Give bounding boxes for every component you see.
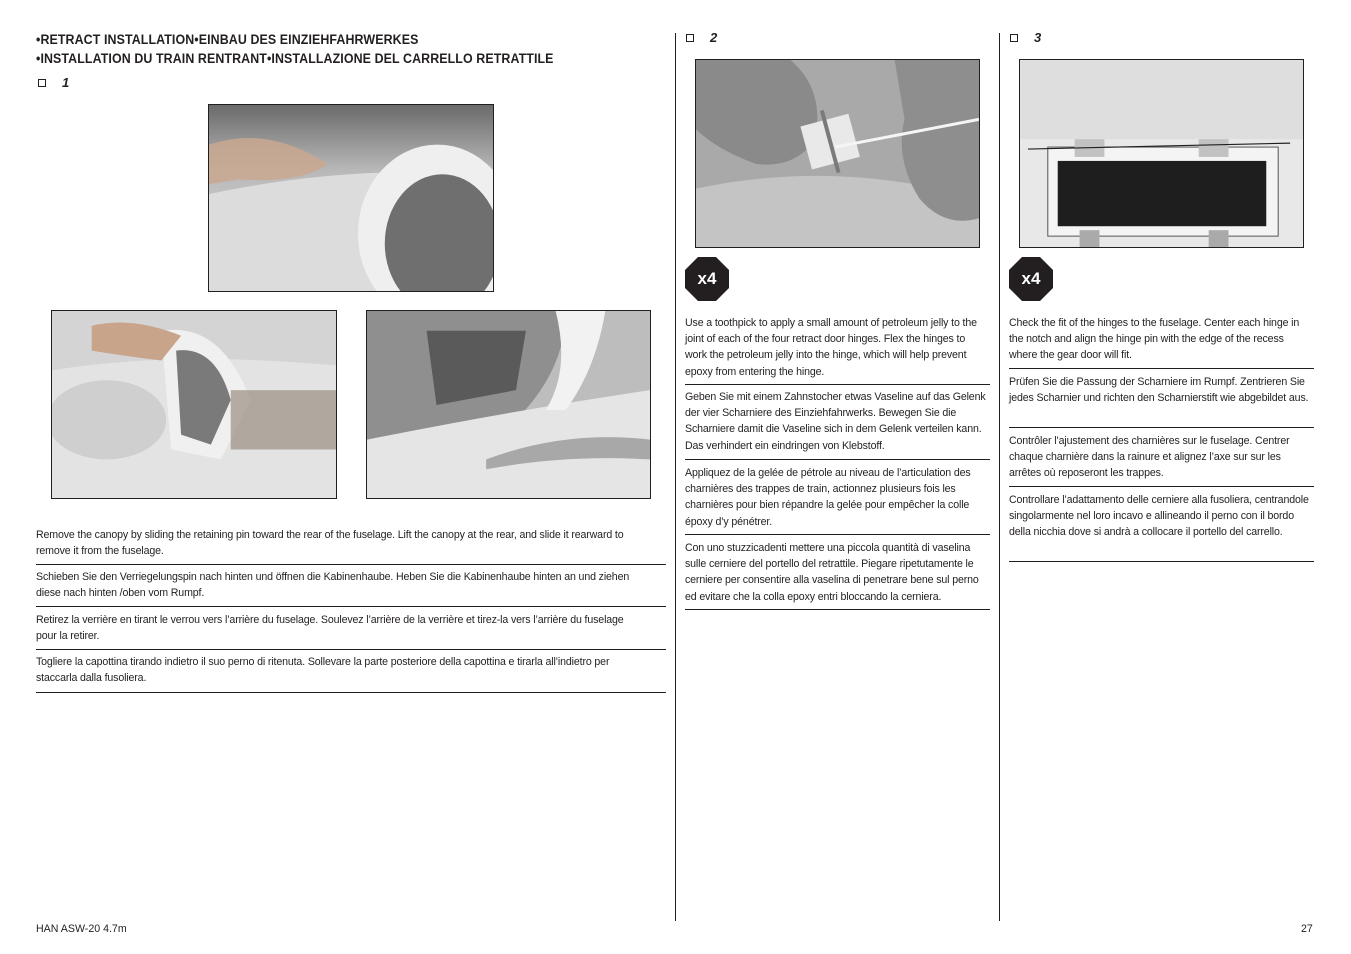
divider: [685, 459, 990, 460]
checkbox-icon: [1010, 34, 1018, 42]
divider: [1009, 486, 1314, 487]
step-2-text-de: Geben Sie mit einem Zahnstocher etwas Vaseline auf das Gelenk der vier Scharniere des Einziehfahrwerks. Bewegen Sie die Scharniere damit die Vaseline sich in dem Gelenk verteilen kann. Das verhindert ein eindringen von Klebstoff.: [685, 391, 986, 452]
step-1-text-fr: Retirez la verrière en tirant le verrou vers l’arrière du fuselage. Soulevez l’arrière de la verrière et tirez-la vers l’arrière du fuselage pour la retirer.: [36, 614, 624, 643]
column-divider: [999, 33, 1000, 921]
step-3-text-it: Controllare l’adattamento delle cerniere alla fusoliera, centrandole singolarmente nel loro incavo e allineando il perno con il bordo della nicchia dove si andrà a collocare il portello del carrello.: [1009, 494, 1309, 539]
step-2-label: [686, 30, 717, 46]
divider: [1009, 368, 1314, 369]
divider: [36, 692, 666, 693]
checkbox-icon: [38, 79, 46, 87]
step-3-text-de: Prüfen Sie die Passung der Scharniere im Rumpf. Zentrieren Sie jedes Scharnier und richten den Scharnierstift wie abgebildet aus.: [1009, 376, 1309, 405]
step-1-text-de: Schieben Sie den Verriegelungspin nach hinten und öffnen die Kabinenhaube. Heben Sie die Kabinenhaube hinten an und ziehen diese nach hinten /oben vom Rumpf.: [36, 571, 630, 600]
quantity-x4-text: x4: [1021, 269, 1041, 288]
divider: [685, 609, 990, 610]
photo-canopy-removal-left: [51, 310, 337, 499]
section-heading-line2: •INSTALLATION DU TRAIN RENTRANT•INSTALLAZIONE DEL CARRELLO RETRATTILE: [36, 51, 554, 66]
step-3-number: 3: [1034, 30, 1042, 45]
step-3-label: [1010, 30, 1041, 46]
photo-canopy-removal-right: [366, 310, 651, 499]
quantity-x4-badge: [685, 257, 729, 301]
divider: [1009, 427, 1314, 428]
divider: [36, 649, 666, 650]
divider: [685, 534, 990, 535]
step-2-text-it: Con uno stuzzicadenti mettere una piccola quantità di vaselina sulle cerniere del portello del retrattile. Piegare ripetutamente le cerniere per consentire alla vaselina di penetrare bene sul perno ed evitare che la colla epoxy entri bloccando la cerniera.: [685, 542, 979, 603]
divider: [36, 564, 666, 565]
step-2-number: 2: [710, 30, 718, 45]
step-2-text-fr: Appliquez de la gelée de pétrole au niveau de l’articulation des charnières des trappes de train, actionnez plusieurs fois les charnières pour bien répandre la gelée pour empêcher la colle époxy d’y pénétrer.: [685, 467, 971, 528]
footer-model-name: HAN ASW-20 4.7m: [36, 923, 127, 935]
column-divider: [675, 33, 676, 921]
step-1-number: 1: [62, 75, 70, 90]
photo-hinge-alignment: [1019, 59, 1304, 248]
step-1-text-it: Togliere la capottina tirando indietro il suo perno di ritenuta. Sollevare la parte posteriore della capottina e tirarla all’indietro per staccarla dalla fusoliera.: [36, 656, 610, 685]
divider: [685, 384, 990, 385]
step-2-text-en: Use a toothpick to apply a small amount of petroleum jelly to the joint of each of the four retract door hinges. Flex the hinges to work the petroleum jelly into the hinge, which will help prevent epoxy from entering the hinge.: [685, 317, 977, 378]
step-1-text-en: Remove the canopy by sliding the retaining pin toward the rear of the fuselage. Lift the canopy at the rear, and slide it rearward to remove it from the fuselage.: [36, 529, 624, 558]
quantity-x4-text: x4: [697, 269, 717, 288]
section-heading-line1: •RETRACT INSTALLATION•EINBAU DES EINZIEHFAHRWERKES: [36, 32, 419, 47]
step-3-text-en: Check the fit of the hinges to the fuselage. Center each hinge in the notch and align the hinge pin with the edge of the recess where the gear door will fit.: [1009, 317, 1300, 362]
quantity-x4-badge: [1009, 257, 1053, 301]
step-3-text-fr: Contrôler l’ajustement des charnières sur le fuselage. Centrer chaque charnière dans la rainure et alignez l’axe sur sur les arrêtes où reposeront les trappes.: [1009, 435, 1290, 480]
photo-canopy-removal-top: [208, 104, 494, 292]
page-number: 27: [1301, 923, 1313, 935]
divider: [36, 606, 666, 607]
divider: [1009, 561, 1314, 562]
step-1-label: [38, 75, 69, 91]
photo-hinge-petroleum-jelly: [695, 59, 980, 248]
checkbox-icon: [686, 34, 694, 42]
